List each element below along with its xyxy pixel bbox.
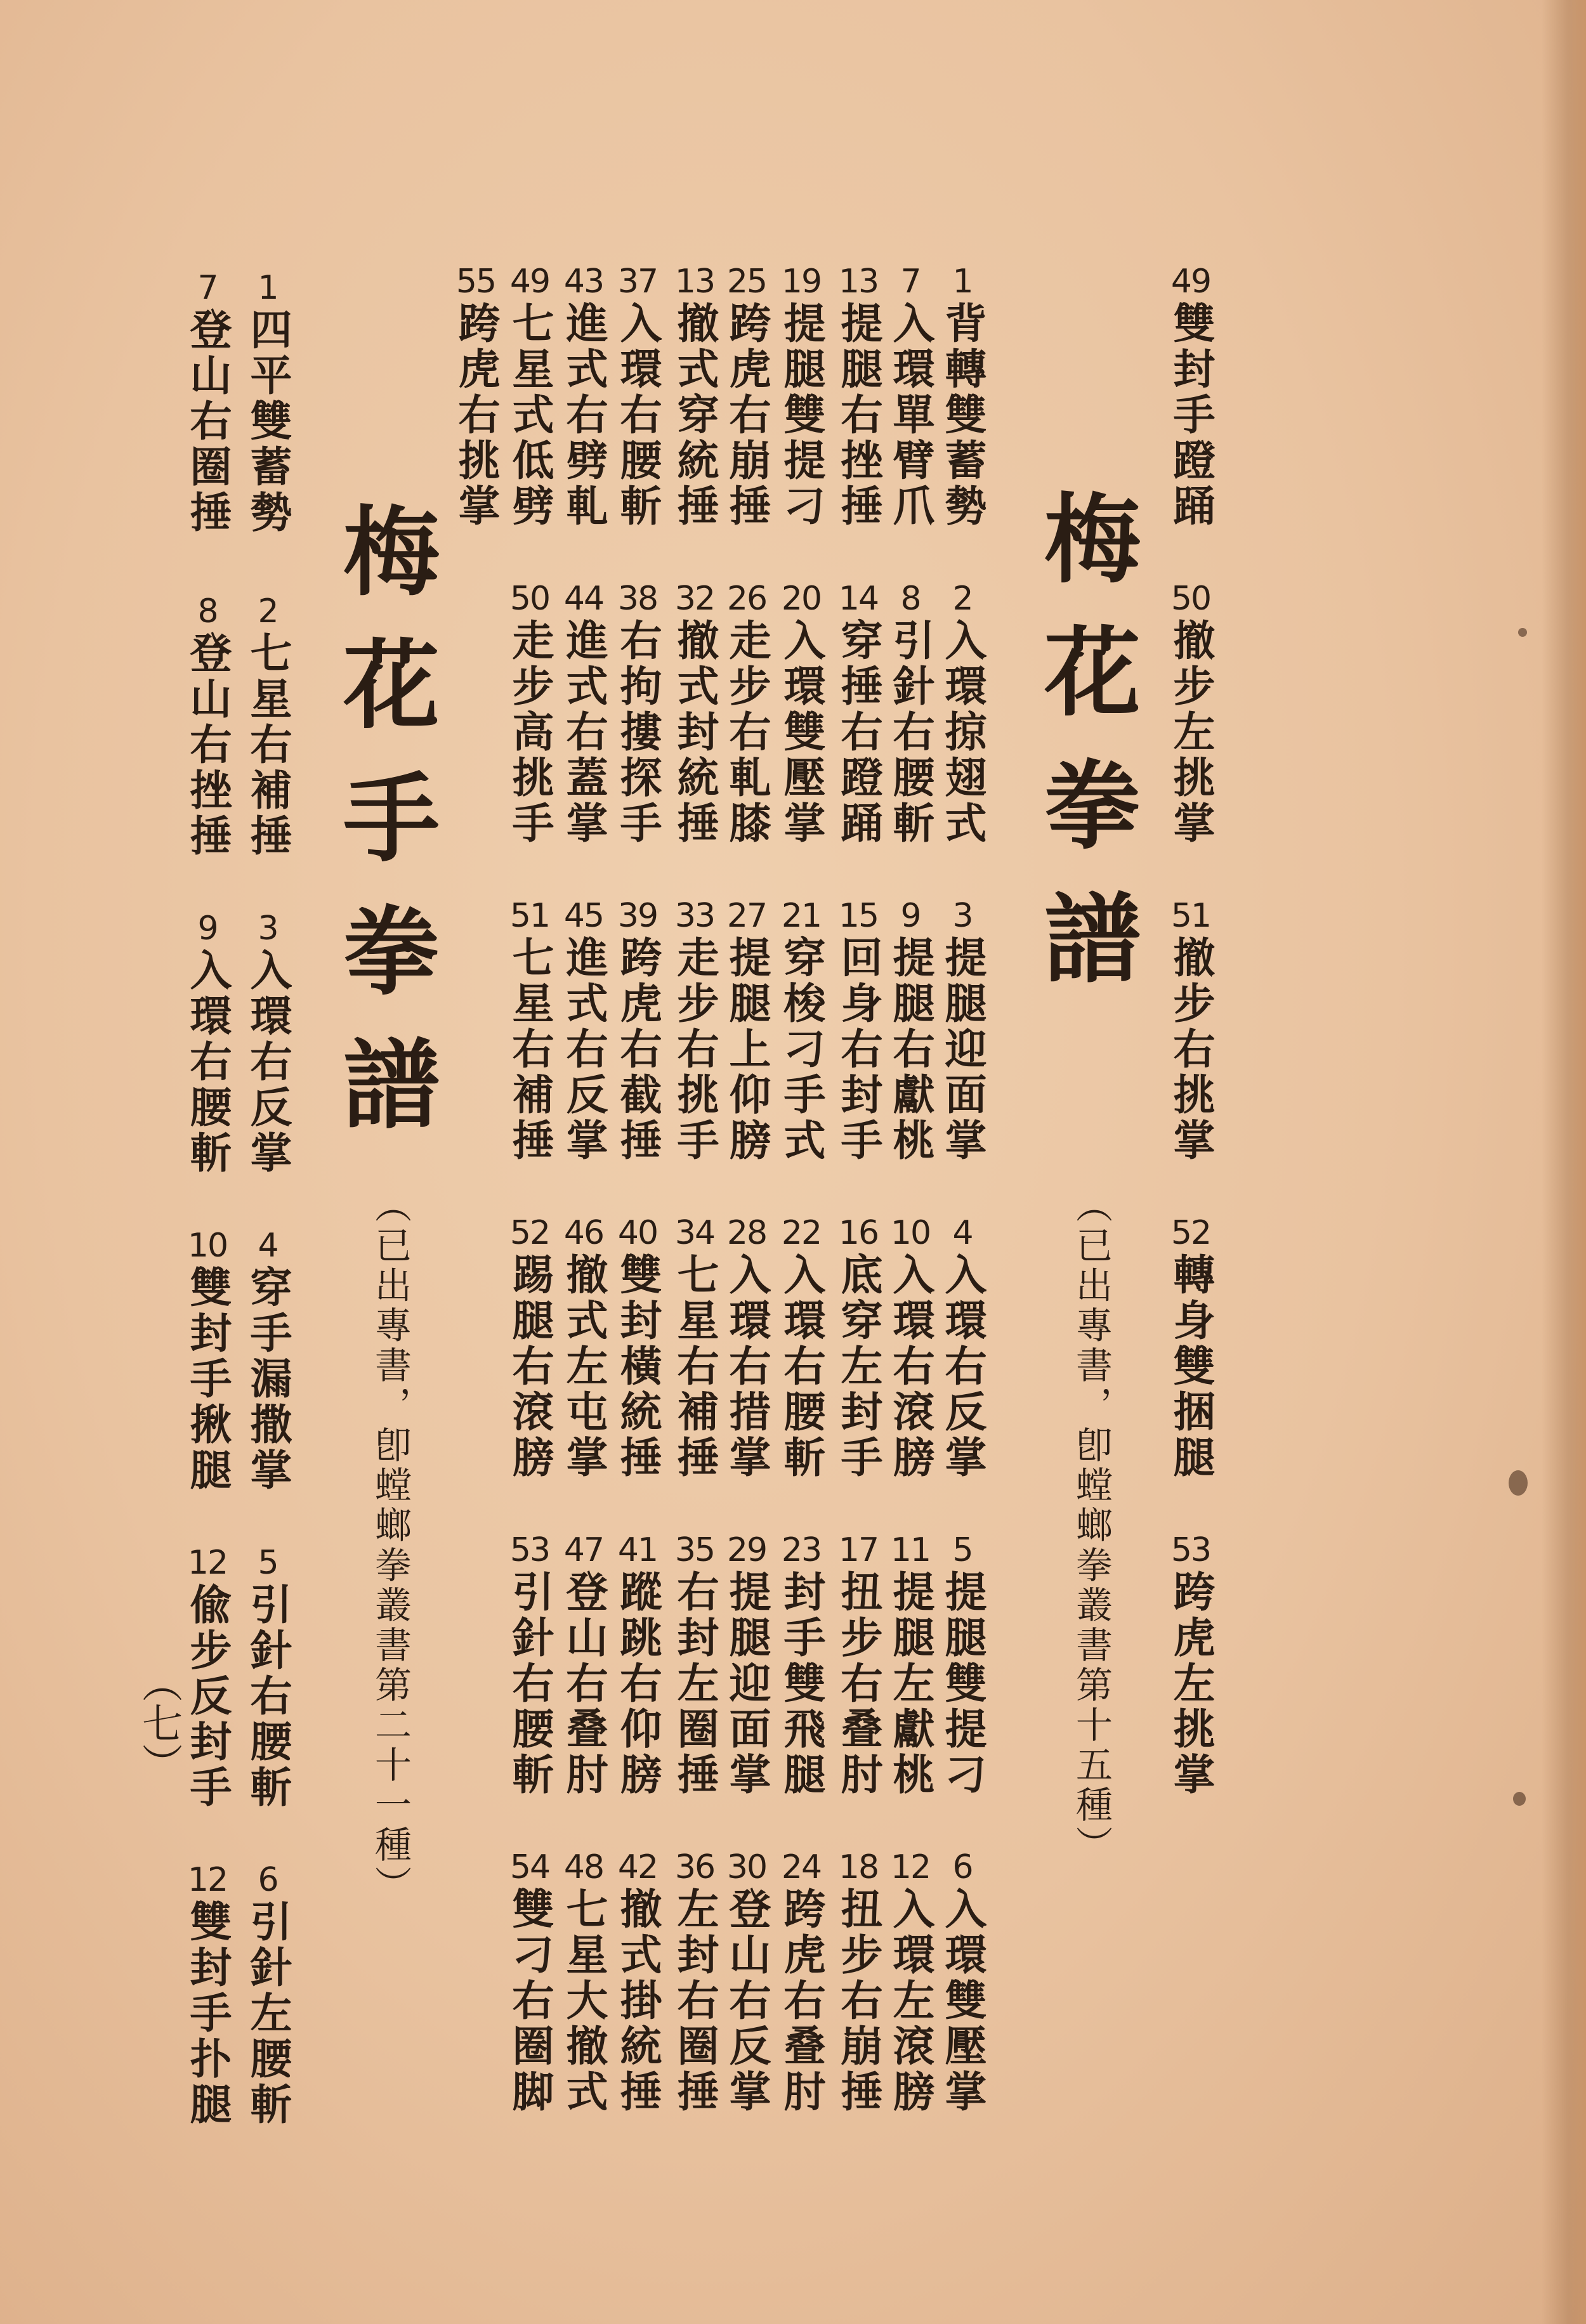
entry-number: 30 xyxy=(726,1848,767,1886)
entry xyxy=(1164,263,1217,530)
entry xyxy=(503,1532,556,1798)
entry xyxy=(832,1215,885,1481)
entry xyxy=(936,1532,989,1798)
entry-text: 撤步右挑掌 xyxy=(1166,936,1216,1164)
entry-number: 3 xyxy=(952,897,973,935)
entry-text: 入環雙壓掌 xyxy=(777,618,826,847)
entry-text: 雙封手扑腿 xyxy=(183,1900,232,2128)
entry-number: 12 xyxy=(187,1861,228,1899)
entry-text: 雙封手揪腿 xyxy=(183,1265,232,1494)
entry-number: 24 xyxy=(781,1848,822,1886)
entry xyxy=(936,1849,989,2115)
entry xyxy=(936,898,989,1164)
entry xyxy=(557,580,610,847)
entry-text: 七星大撤式 xyxy=(559,1887,608,2115)
entry xyxy=(668,1849,721,2115)
entry-number: 41 xyxy=(617,1531,658,1569)
entry-text: 七星右補捶 xyxy=(243,631,292,859)
entry-text: 轉身雙捆腿 xyxy=(1166,1253,1216,1481)
entry-number: 28 xyxy=(726,1214,767,1252)
entry-number: 53 xyxy=(1170,1531,1211,1569)
entry xyxy=(720,263,773,530)
entry-number: 17 xyxy=(838,1531,879,1569)
entry-number: 46 xyxy=(563,1214,604,1252)
entry-text: 踢腿右滾膀 xyxy=(505,1253,554,1481)
entry-text: 提腿右獻桃 xyxy=(886,936,935,1164)
entry xyxy=(503,898,556,1164)
entry-number: 2 xyxy=(952,580,973,618)
entry-text: 進式右反掌 xyxy=(559,936,608,1164)
entry-number: 39 xyxy=(617,897,658,935)
entry-text: 入環右腰斬 xyxy=(183,948,232,1177)
entry-number: 49 xyxy=(509,263,550,301)
entry-number: 34 xyxy=(674,1214,715,1252)
entry xyxy=(936,1215,989,1481)
entry-text: 提腿上仰膀 xyxy=(722,936,771,1164)
entry-number: 4 xyxy=(258,1227,278,1265)
entry xyxy=(1164,1215,1217,1481)
entry-text: 進式右劈軋 xyxy=(559,301,608,530)
entry-text: 入環右措掌 xyxy=(722,1253,771,1481)
entry xyxy=(181,1544,234,1811)
entry-text: 跨虎左挑掌 xyxy=(1166,1570,1216,1798)
entry xyxy=(775,1215,828,1481)
entry-number: 40 xyxy=(617,1214,658,1252)
entry-number: 8 xyxy=(900,580,921,618)
page-edge-shadow xyxy=(1542,0,1586,2324)
entry-text: 登山右挫捶 xyxy=(183,631,232,859)
entry-text: 左封右圈捶 xyxy=(670,1887,719,2115)
entry-number: 55 xyxy=(455,263,496,301)
entry xyxy=(181,1227,234,1494)
entry-number: 9 xyxy=(900,897,921,935)
entry-number: 27 xyxy=(726,897,767,935)
entry xyxy=(181,910,234,1177)
entry xyxy=(1164,898,1217,1164)
entry-number: 35 xyxy=(674,1531,715,1569)
entry-number: 7 xyxy=(900,263,921,301)
entry-text: 提腿右挫捶 xyxy=(834,301,883,530)
entry-number: 20 xyxy=(781,580,822,618)
entry-text: 撤式掛統捶 xyxy=(613,1887,662,2115)
entry-text: 走步高挑手 xyxy=(505,618,554,847)
entry xyxy=(720,1215,773,1481)
entry-text: 入環掠翅式 xyxy=(938,618,987,847)
entry xyxy=(884,1849,937,2115)
entry-text: 封手雙飛腿 xyxy=(777,1570,826,1798)
entry xyxy=(936,263,989,530)
entry-number: 2 xyxy=(258,592,278,630)
entry xyxy=(181,270,234,536)
entry-text: 提腿雙提刁 xyxy=(938,1570,987,1798)
entry-text: 引針右腰斬 xyxy=(243,1583,292,1811)
entry-number: 38 xyxy=(617,580,658,618)
entry xyxy=(720,580,773,847)
entry-number: 50 xyxy=(1170,580,1211,618)
section2-subtitle: （已出專書，卽螳螂拳叢書第二十一種） xyxy=(369,1186,412,1905)
page-number: （七） xyxy=(135,1662,182,1784)
entry-number: 4 xyxy=(952,1214,973,1252)
entry xyxy=(181,1862,234,2128)
entry-number: 52 xyxy=(1170,1214,1211,1252)
ink-stain xyxy=(1509,1470,1528,1496)
entry-text: 提腿迎面掌 xyxy=(938,936,987,1164)
entry xyxy=(181,593,234,859)
entry-number: 14 xyxy=(838,580,879,618)
entry xyxy=(668,580,721,847)
entry xyxy=(884,1215,937,1481)
entry-text: 回身右封手 xyxy=(834,936,883,1164)
entry-text: 跨虎右挑掌 xyxy=(451,301,501,530)
entry-number: 48 xyxy=(563,1848,604,1886)
entry-text: 七星右補捶 xyxy=(505,936,554,1164)
entry xyxy=(884,580,937,847)
entry-text: 四平雙蓄勢 xyxy=(243,308,292,536)
entry-number: 50 xyxy=(509,580,550,618)
entry-text: 入環右滾膀 xyxy=(886,1253,935,1481)
entry-text: 走步右軋膝 xyxy=(722,618,771,847)
entry-number: 9 xyxy=(197,910,218,948)
entry-number: 1 xyxy=(952,263,973,301)
entry xyxy=(611,263,664,530)
entry-number: 12 xyxy=(890,1848,931,1886)
section2-title: 梅花手拳譜 xyxy=(327,501,441,1167)
entry-text: 穿梭刁手式 xyxy=(777,936,826,1164)
entry-number: 45 xyxy=(563,897,604,935)
entry-number: 25 xyxy=(726,263,767,301)
entry-number: 22 xyxy=(781,1214,822,1252)
ink-stain xyxy=(1518,628,1527,637)
entry-number: 19 xyxy=(781,263,822,301)
entry xyxy=(557,1215,610,1481)
entry xyxy=(775,1849,828,2115)
section1-subtitle: （已出專書，卽螳螂拳叢書第十五種） xyxy=(1070,1186,1113,1865)
entry xyxy=(611,1849,664,2115)
entry-number: 44 xyxy=(563,580,604,618)
entry-number: 10 xyxy=(890,1214,931,1252)
entry-text: 跨虎右崩捶 xyxy=(722,301,771,530)
entry-number: 13 xyxy=(674,263,715,301)
entry-number: 15 xyxy=(838,897,879,935)
entry-number: 42 xyxy=(617,1848,658,1886)
entry-text: 提腿左獻桃 xyxy=(886,1570,935,1798)
entry xyxy=(668,1215,721,1481)
entry-text: 穿手漏撒掌 xyxy=(243,1265,292,1494)
entry-number: 47 xyxy=(563,1531,604,1569)
entry-number: 21 xyxy=(781,897,822,935)
entry xyxy=(884,898,937,1164)
entry-text: 背轉雙蓄勢 xyxy=(938,301,987,530)
entry xyxy=(668,898,721,1164)
entry xyxy=(884,263,937,530)
entry-text: 雙封橫統捶 xyxy=(613,1253,662,1481)
entry xyxy=(832,1532,885,1798)
entry-number: 36 xyxy=(674,1848,715,1886)
entry-text: 入環右腰斬 xyxy=(613,301,662,530)
entry-text: 跨虎右截捶 xyxy=(613,936,662,1164)
entry-number: 1 xyxy=(258,269,278,307)
entry-number: 6 xyxy=(952,1848,973,1886)
entry-text: 引針右腰斬 xyxy=(886,618,935,847)
entry xyxy=(557,898,610,1164)
entry xyxy=(832,898,885,1164)
entry-text: 提腿雙提刁 xyxy=(777,301,826,530)
entry xyxy=(884,1532,937,1798)
entry xyxy=(1164,580,1217,847)
entry xyxy=(241,910,294,1177)
entry-number: 32 xyxy=(674,580,715,618)
entry-number: 23 xyxy=(781,1531,822,1569)
entry xyxy=(775,898,828,1164)
entry-number: 13 xyxy=(838,263,879,301)
entry-number: 18 xyxy=(838,1848,879,1886)
entry-text: 撤式封統捶 xyxy=(670,618,719,847)
entry-text: 蹤跳右仰膀 xyxy=(613,1570,662,1798)
entry-text: 底穿左封手 xyxy=(834,1253,883,1481)
entry xyxy=(241,1227,294,1494)
entry-number: 43 xyxy=(563,263,604,301)
entry-text: 入環右反掌 xyxy=(938,1253,987,1481)
entry-number: 29 xyxy=(726,1531,767,1569)
entry-text: 扭步右崩捶 xyxy=(834,1887,883,2115)
entry xyxy=(720,1849,773,2115)
entry xyxy=(449,263,502,530)
entry-text: 入環右腰斬 xyxy=(777,1253,826,1481)
entry xyxy=(1164,1532,1217,1798)
entry xyxy=(720,898,773,1164)
section1-title: 梅花拳譜 xyxy=(1028,488,1142,1021)
entry-text: 走步右挑手 xyxy=(670,936,719,1164)
entry-text: 跨虎右叠肘 xyxy=(777,1887,826,2115)
entry xyxy=(503,263,556,530)
entry-text: 入環雙壓掌 xyxy=(938,1887,987,2115)
entry xyxy=(668,1532,721,1798)
entry-text: 撤式左屯掌 xyxy=(559,1253,608,1481)
entry-text: 引針左腰斬 xyxy=(243,1900,292,2128)
entry xyxy=(720,1532,773,1798)
entry-number: 54 xyxy=(509,1848,550,1886)
entry-text: 穿捶右蹬踊 xyxy=(834,618,883,847)
entry xyxy=(775,580,828,847)
ink-stain xyxy=(1513,1792,1526,1806)
entry-number: 49 xyxy=(1170,263,1211,301)
entry xyxy=(936,580,989,847)
entry-number: 26 xyxy=(726,580,767,618)
entry-number: 7 xyxy=(197,269,218,307)
entry xyxy=(775,1532,828,1798)
entry-text: 撤式穿統捶 xyxy=(670,301,719,530)
entry-text: 雙封手蹬踊 xyxy=(1166,301,1216,530)
entry-text: 登山右叠肘 xyxy=(559,1570,608,1798)
entry-text: 進式右蓋掌 xyxy=(559,618,608,847)
entry xyxy=(775,263,828,530)
entry xyxy=(557,263,610,530)
entry-number: 5 xyxy=(258,1544,278,1582)
entry-text: 入環右反掌 xyxy=(243,948,292,1177)
entry-number: 3 xyxy=(258,910,278,948)
entry-text: 雙刁右圈脚 xyxy=(505,1887,554,2115)
entry-number: 12 xyxy=(187,1544,228,1582)
entry-number: 10 xyxy=(187,1227,228,1265)
entry xyxy=(832,263,885,530)
entry xyxy=(503,1215,556,1481)
entry xyxy=(611,898,664,1164)
entry xyxy=(241,1544,294,1811)
entry-number: 51 xyxy=(1170,897,1211,935)
entry xyxy=(241,1862,294,2128)
entry-text: 入環左滾膀 xyxy=(886,1887,935,2115)
entry-text: 登山右圈捶 xyxy=(183,308,232,536)
entry-text: 提腿迎面掌 xyxy=(722,1570,771,1798)
entry-number: 52 xyxy=(509,1214,550,1252)
entry xyxy=(503,580,556,847)
entry-number: 33 xyxy=(674,897,715,935)
entry-text: 七星右補捶 xyxy=(670,1253,719,1481)
entry-number: 5 xyxy=(952,1531,973,1569)
entry xyxy=(668,263,721,530)
entry xyxy=(611,580,664,847)
entry-number: 8 xyxy=(197,592,218,630)
entry-number: 51 xyxy=(509,897,550,935)
entry-number: 11 xyxy=(890,1531,931,1569)
entry xyxy=(557,1532,610,1798)
entry xyxy=(611,1215,664,1481)
entry xyxy=(557,1849,610,2115)
entry-text: 撤步左挑掌 xyxy=(1166,618,1216,847)
entry-text: 七星式低劈 xyxy=(505,301,554,530)
entry xyxy=(832,580,885,847)
entry-number: 6 xyxy=(258,1861,278,1899)
entry xyxy=(503,1849,556,2115)
entry-text: 扭步右叠肘 xyxy=(834,1570,883,1798)
entry-text: 入環單臂爪 xyxy=(886,301,935,530)
entry xyxy=(832,1849,885,2115)
entry-text: 登山右反掌 xyxy=(722,1887,771,2115)
entry-text: 引針右腰斬 xyxy=(505,1570,554,1798)
entry-number: 37 xyxy=(617,263,658,301)
entry-text: 右封左圈捶 xyxy=(670,1570,719,1798)
entry xyxy=(241,593,294,859)
entry xyxy=(611,1532,664,1798)
entry-text: 右拘摟探手 xyxy=(613,618,662,847)
entry-number: 16 xyxy=(838,1214,879,1252)
entry-text: 偸步反封手 xyxy=(183,1583,232,1811)
entry-number: 53 xyxy=(509,1531,550,1569)
entry xyxy=(241,270,294,536)
